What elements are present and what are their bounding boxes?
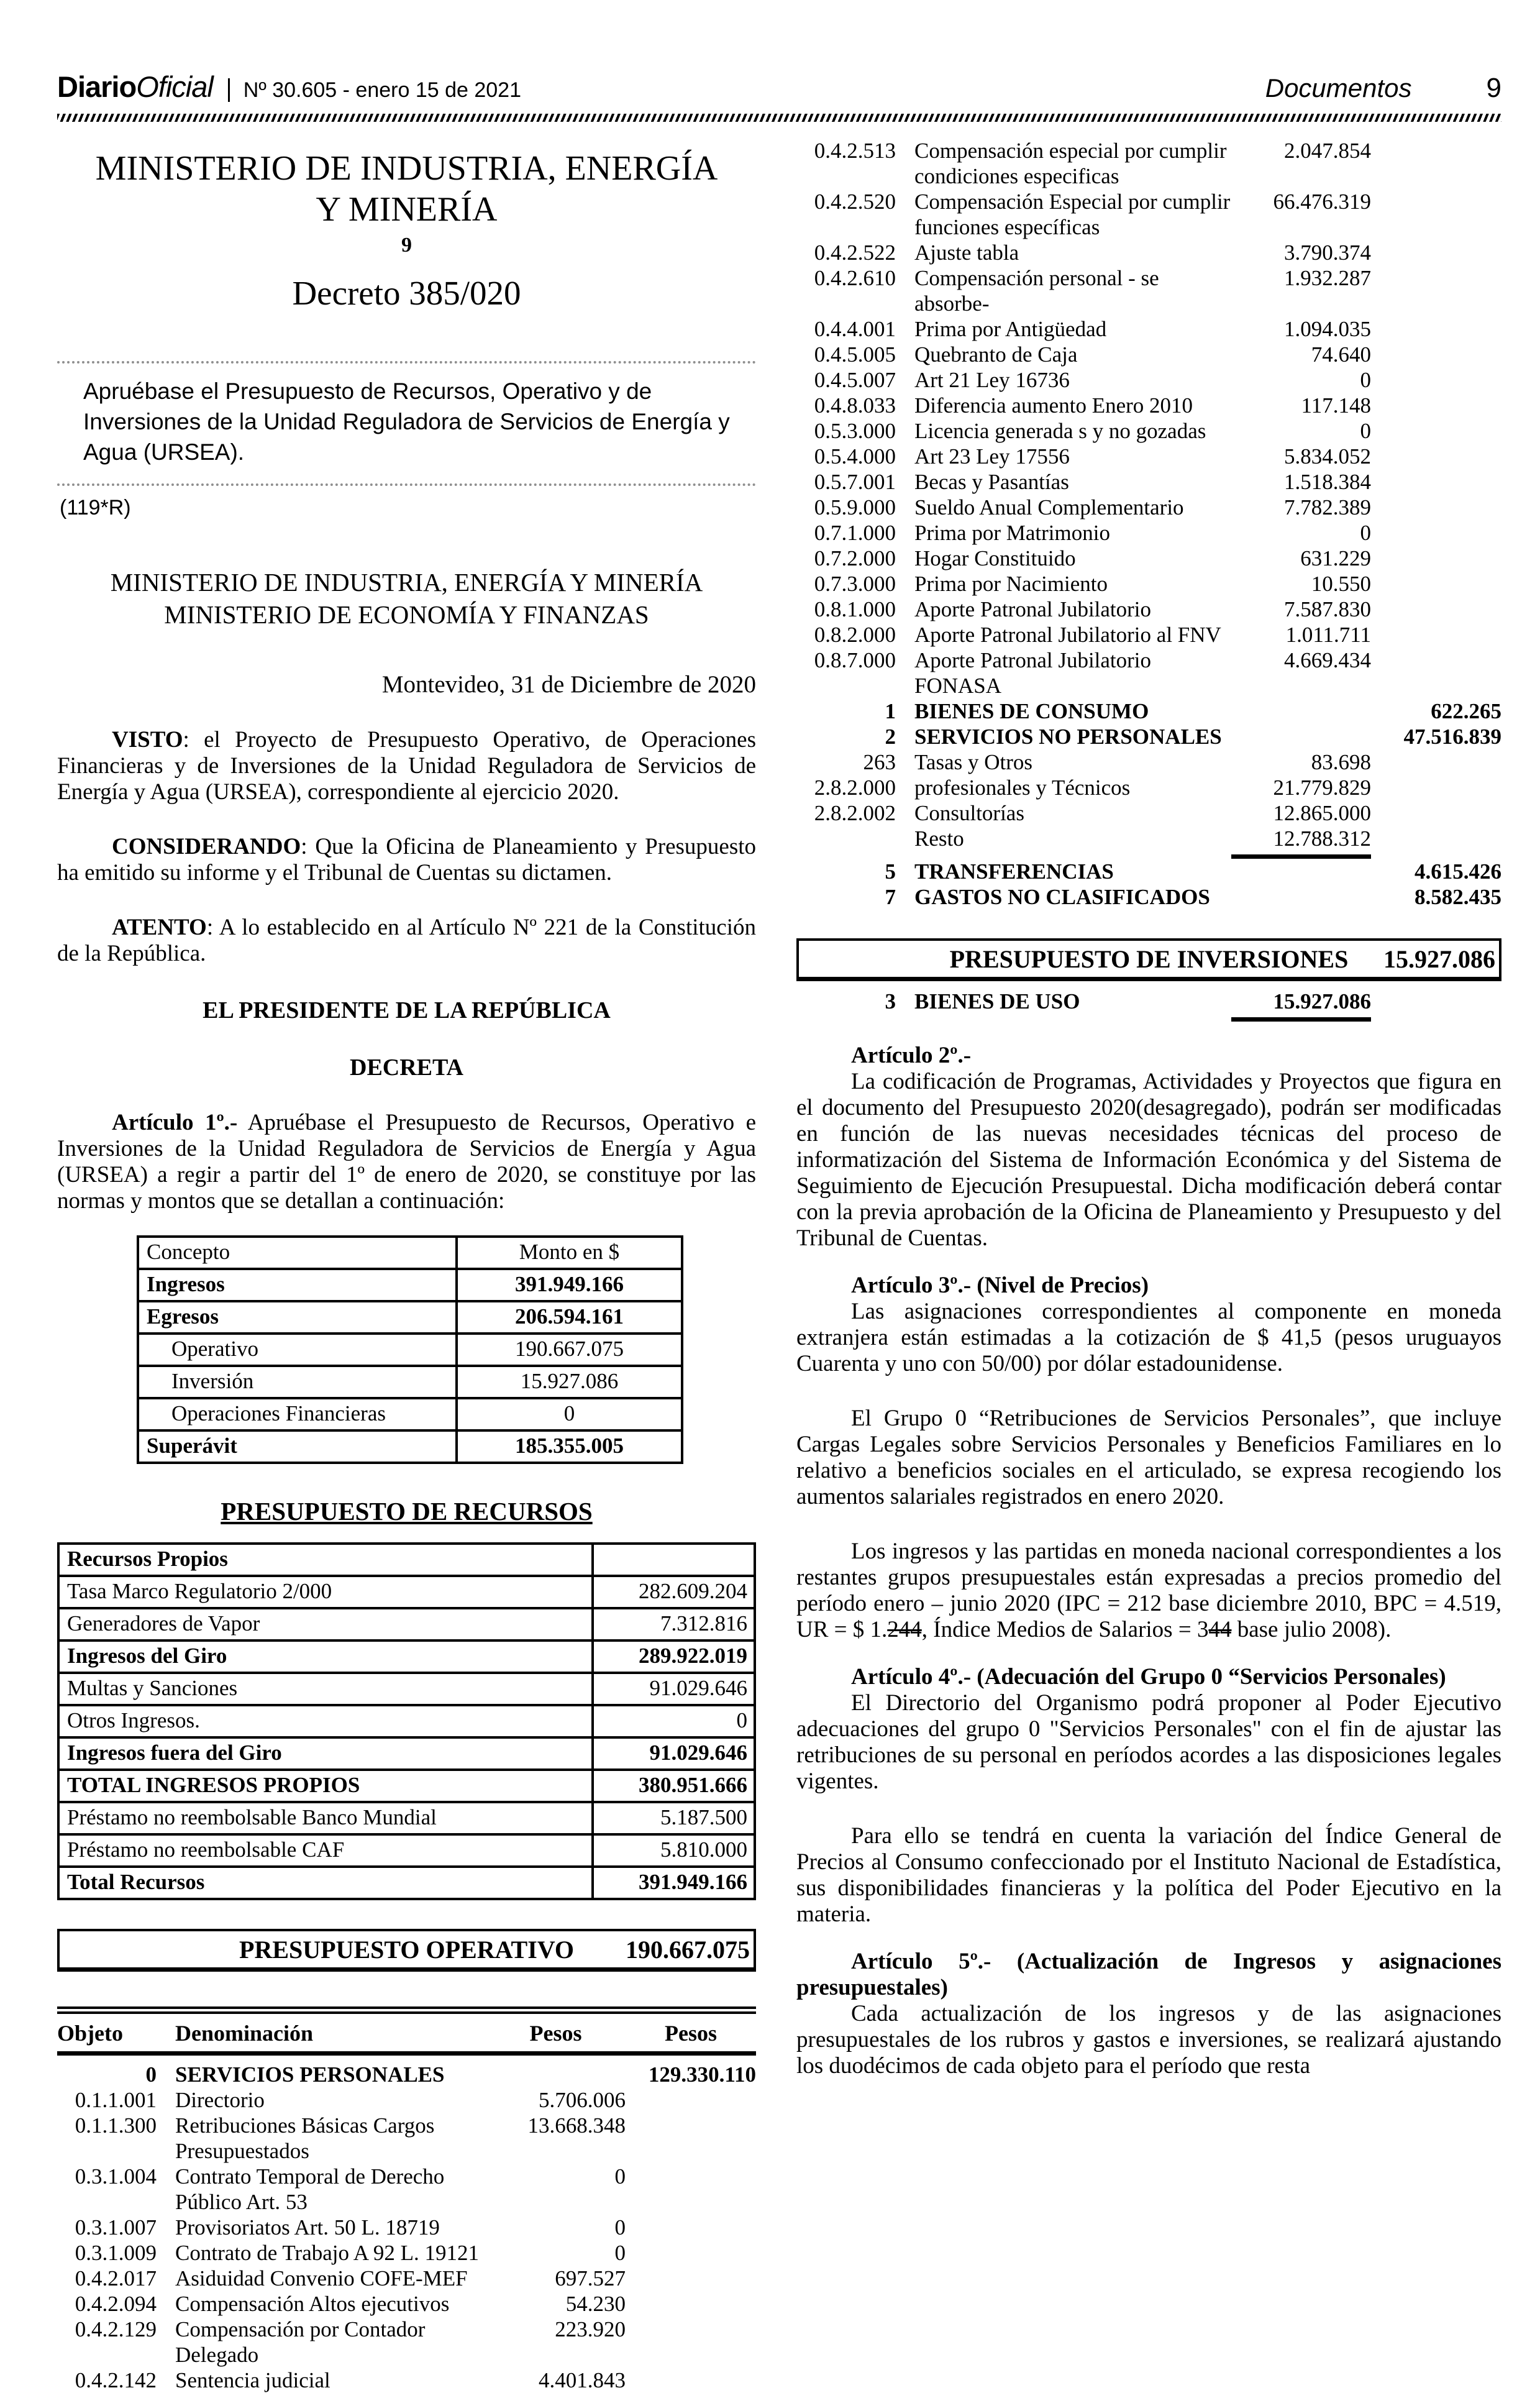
table-row: 7 GASTOS NO CLASIFICADOS 8.582.435	[885, 885, 1501, 909]
ref-code: (119*R)	[60, 496, 131, 519]
left-column	[57, 122, 756, 2393]
table-header-row	[138, 1237, 682, 1269]
header-rule	[57, 114, 1501, 122]
article-heading: Artículo 3º.- (Nivel de Precios)	[851, 1273, 1149, 1298]
bienes-de-uso-row: 3 BIENES DE USO 15.927.086	[796, 989, 1501, 1022]
banner-amount: 15.927.086	[1383, 945, 1495, 973]
article-paragraph: Cada actualización de los ingresos y de las asignaciones presupuestales de los rubros y gastos e inversiones, se realizará ajustando los duodécimos de cada objeto para el período que resta	[796, 2001, 1501, 2079]
page-title: MINISTERIO DE INDUSTRIA, ENERGÍA Y MINERÍA	[95, 149, 718, 229]
banner-title: PRESUPUESTO DE INVERSIONES	[949, 945, 1349, 973]
table-row-resto: Resto 12.788.312	[796, 826, 1501, 859]
page-header	[0, 0, 1540, 104]
banner-amount: 190.667.075	[626, 1935, 750, 1964]
article-paragraph: El Grupo 0 “Retribuciones de Servicios Personales”, que incluye Cargas Legales sobre Servicios Personales y Beneficios Familiares en lo relativo a beneficios sociales en el articulado, se expresa recogiendo los aumentos salariales registrados en enero 2020.	[796, 1406, 1501, 1509]
col-monto: Monto en $	[457, 1237, 682, 1269]
table-row: 2 SERVICIOS NO PERSONALES 47.516.839	[885, 725, 1501, 749]
summary-box: Apruébase el Presupuesto de Recursos, Operativo y de Inversiones de la Unidad Reguladora de Servicios de Energía y Agua (URSEA).	[57, 361, 756, 486]
table-row: 0.3.1.007 Provisoriatos Art. 50 L. 18719 0	[75, 2215, 626, 2240]
article-paragraph: Las asignaciones correspondientes al componente en moneda extranjera están estimadas a la cotización de $ 41,5 (pesos uruguayos Cuarenta y uno con 50/00) por dólar estadounidense.	[796, 1299, 1501, 1376]
gazette-item-number: 9	[401, 234, 412, 257]
masthead-oficial: Oficial	[136, 70, 213, 103]
table-row: 0.4.8.033 Diferencia aumento Enero 2010 117.148	[814, 393, 1371, 418]
table-row: 0.3.1.004 Contrato Temporal de Derecho Público Art. 53 0	[75, 2164, 626, 2214]
table-row: Operaciones Financieras 0	[138, 1398, 682, 1430]
two-column-layout	[0, 122, 1540, 2393]
table-row: TOTAL INGRESOS PROPIOS 380.951.666	[58, 1770, 755, 1802]
table-row: Generadores de Vapor 7.312.816	[58, 1608, 755, 1640]
article-1-paragraph: Artículo 1º.- Apruébase el Presupuesto de Recursos, Operativo e Inversiones de la Unidad Reguladora de Servicios de Energía y Agua (URSEA) a regir a partir del 1º de enero de 2020, se constituye por las normas y montos que se detallan a continuación:	[57, 1110, 757, 1214]
table-row: 2.8.2.000 profesionales y Técnicos 21.779.829	[814, 776, 1371, 800]
table-row: 0.4.2.129 Compensación por Contador Delegado 223.920	[75, 2317, 626, 2367]
operativo-banner	[57, 1929, 756, 1972]
objeto-table-header	[57, 2006, 756, 2056]
table-row: 2.8.2.002 Consultorías 12.865.000	[814, 801, 1371, 825]
table-row: 0 SERVICIOS PERSONALES 129.330.110	[145, 2062, 756, 2087]
table-row: 5 TRANSFERENCIAS 4.615.426	[885, 859, 1501, 884]
table-row: 0.7.2.000 Hogar Constituido 631.229	[814, 546, 1371, 570]
atento-paragraph: ATENTO: A lo establecido en al Artículo Nº 221 de la Constitución de la República.	[57, 915, 756, 966]
masthead	[57, 70, 521, 104]
table-row: 0.4.5.005 Quebranto de Caja 74.640	[814, 342, 1371, 367]
recursos-table	[57, 1542, 756, 1900]
table-row: Ingresos 391.949.166	[138, 1269, 682, 1301]
header-right	[1265, 73, 1501, 104]
masthead-diario: Diario	[57, 70, 137, 103]
table-row: 0.5.3.000 Licencia generada s y no gozadas 0	[814, 419, 1371, 443]
table-row: 0.3.1.009 Contrato de Trabajo A 92 L. 19121 0	[75, 2241, 626, 2265]
table-row: 0.4.4.001 Prima por Antigüedad 1.094.035	[814, 317, 1371, 341]
table-row: 0.4.5.007 Art 21 Ley 16736 0	[814, 368, 1371, 392]
president-line: EL PRESIDENTE DE LA REPÚBLICA	[203, 997, 611, 1023]
article-paragraph: El Directorio del Organismo podrá proponer al Poder Ejecutivo adecuaciones del grupo 0 "Servicios Personales" con el fin de ajustar las retribuciones de su personal en períodos acordes a las disposiciones legales vigentes.	[796, 1690, 1501, 1794]
table-row: Recursos Propios	[58, 1544, 755, 1576]
table-row: Préstamo no reembolsable CAF 5.810.000	[58, 1834, 755, 1867]
struck-number: 44	[1208, 1617, 1232, 1642]
struck-number: 244	[887, 1617, 922, 1642]
col-pesos-1: Pesos	[529, 2021, 582, 2046]
table-row: Inversión 15.927.086	[138, 1366, 682, 1398]
considerando-paragraph: CONSIDERANDO: Que la Oficina de Planeamiento y Presupuesto ha emitido su informe y el Tribunal de Cuentas su dictamen.	[57, 834, 756, 885]
recursos-title: PRESUPUESTO DE RECURSOS	[221, 1497, 593, 1526]
issue-number: Nº 30.605 - enero 15 de 2021	[228, 78, 521, 102]
masthead-logo	[57, 70, 213, 103]
table-row: 0.4.2.513 Compensación especial por cumplir condiciones especificas 2.047.854	[814, 139, 1371, 188]
table-row: 0.5.9.000 Sueldo Anual Complementario 7.782.389	[814, 495, 1371, 519]
table-row: 0.4.2.520 Compensación Especial por cumplir funciones específicas 66.476.319	[814, 190, 1371, 239]
visto-paragraph: VISTO: el Proyecto de Presupuesto Operativo, de Operaciones Financieras y de Inversiones de la Unidad Reguladora de Servicios de Energía y Agua (URSEA), correspondiente al ejercicio 2020.	[57, 727, 756, 805]
table-row: 0.8.1.000 Aporte Patronal Jubilatorio 7.587.830	[814, 597, 1371, 621]
right-column	[796, 122, 1501, 2393]
col-concepto: Concepto	[138, 1237, 457, 1269]
table-row: 0.4.2.610 Compensación personal - se absorbe- 1.932.287	[814, 266, 1371, 316]
table-row: Otros Ingresos. 0	[58, 1705, 755, 1737]
col-denominacion: Denominación	[175, 2021, 314, 2046]
table-row: Préstamo no reembolsable Banco Mundial 5.187.500	[58, 1802, 755, 1834]
ministry-line: MINISTERIO DE INDUSTRIA, ENERGÍA Y MINERÍA	[110, 568, 703, 597]
table-row: Multas y Sanciones 91.029.646	[58, 1673, 755, 1705]
decreta-line: DECRETA	[350, 1055, 463, 1081]
table-row: 0.8.2.000 Aporte Patronal Jubilatorio al FNV 1.011.711	[814, 623, 1371, 647]
col-objeto: Objeto	[57, 2021, 123, 2046]
objeto-table-right	[796, 138, 1501, 910]
banner-title: PRESUPUESTO OPERATIVO	[239, 1935, 574, 1964]
article-2	[796, 1043, 1501, 1251]
section-label: Documentos	[1265, 73, 1412, 103]
table-row: 0.5.4.000 Art 23 Ley 17556 5.834.052	[814, 444, 1371, 469]
article-paragraph: Los ingresos y las partidas en moneda nacional correspondientes a los restantes grupos presupuestales están expresadas a precios promedio del período enero – junio 2020 (IPC = 212 base diciembre 2010, BPC = 4.519, UR = $ 1.244, Índice Medios de Salarios = 344 base julio 2008).	[796, 1539, 1501, 1642]
dateline: Montevideo, 31 de Diciembre de 2020	[381, 671, 756, 698]
table-row: 0.4.2.522 Ajuste tabla 3.790.374	[814, 240, 1371, 265]
table-row: 0.1.1.300 Retribuciones Básicas Cargos Presupuestados 13.668.348	[75, 2113, 626, 2163]
table-row: 0.7.1.000 Prima por Matrimonio 0	[814, 521, 1371, 545]
table-row: 0.5.7.001 Becas y Pasantías 1.518.384	[814, 470, 1371, 494]
table-row: Operativo 190.667.075	[138, 1334, 682, 1366]
decree-title: Decreto 385/020	[292, 274, 521, 312]
ministry-line: MINISTERIO DE ECONOMÍA Y FINANZAS	[164, 600, 649, 629]
table-row: 1 BIENES DE CONSUMO 622.265	[885, 699, 1501, 723]
table-row: 0.8.7.000 Aporte Patronal Jubilatorio FONASA 4.669.434	[814, 648, 1371, 698]
article-heading: Artículo 5º.- (Actualización de Ingresos y asignaciones presupuestales)	[796, 1949, 1501, 2000]
table-row: 263 Tasas y Otros 83.698	[863, 750, 1371, 774]
article-5	[796, 1949, 1501, 2079]
inversiones-banner	[796, 938, 1501, 981]
article-paragraph: Para ello se tendrá en cuenta la variación del Índice General de Precios al Consumo confeccionado por el Instituto Nacional de Estadística, sus disponibilidades financieras y la política del Poder Ejecutivo en la materia.	[796, 1823, 1501, 1927]
table-row: Ingresos fuera del Giro 91.029.646	[58, 1737, 755, 1770]
article-heading: Artículo 4º.- (Adecuación del Grupo 0 “Servicios Personales)	[851, 1664, 1446, 1690]
article-heading: Artículo 2º.-	[851, 1043, 972, 1068]
table-row: 0.1.1.001 Directorio 5.706.006	[75, 2088, 626, 2112]
table-row: Egresos 206.594.161	[138, 1301, 682, 1334]
table-row: Ingresos del Giro 289.922.019	[58, 1640, 755, 1673]
table-row: 0.4.2.017 Asiduidad Convenio COFE-MEF 697.527	[75, 2266, 626, 2290]
article-4	[796, 1664, 1501, 1928]
article-paragraph: La codificación de Programas, Actividades y Proyectos que figura en el documento del Presupuesto 2020(desagregado), podrán ser modificadas en función de las nuevas necesidades técnicas del proceso de informatización del Sistema de Información Económica y del Sistema de Seguimiento de Ejecución Presupuestal. Dicha modificación deberá contar con la previa aprobación de la Oficina de Planeamiento y Presupuesto y del Tribunal de Cuentas.	[796, 1069, 1501, 1251]
page-number: 9	[1486, 73, 1501, 103]
ministries-block	[57, 566, 756, 631]
table-row: 0.4.2.094 Compensación Altos ejecutivos 54.230	[75, 2292, 626, 2316]
table-row: Superávit 185.355.005	[138, 1430, 682, 1463]
objeto-table-left	[57, 2062, 756, 2393]
table-row: Tasa Marco Regulatorio 2/000 282.609.204	[58, 1576, 755, 1608]
article-3	[796, 1273, 1501, 1643]
table-row: Total Recursos 391.949.166	[58, 1867, 755, 1899]
table-row: 0.7.3.000 Prima por Nacimiento 10.550	[814, 572, 1371, 596]
summary-table	[137, 1235, 683, 1464]
table-row: 0.4.2.142 Sentencia judicial 4.401.843	[75, 2368, 626, 2392]
col-pesos-2: Pesos	[665, 2021, 717, 2046]
